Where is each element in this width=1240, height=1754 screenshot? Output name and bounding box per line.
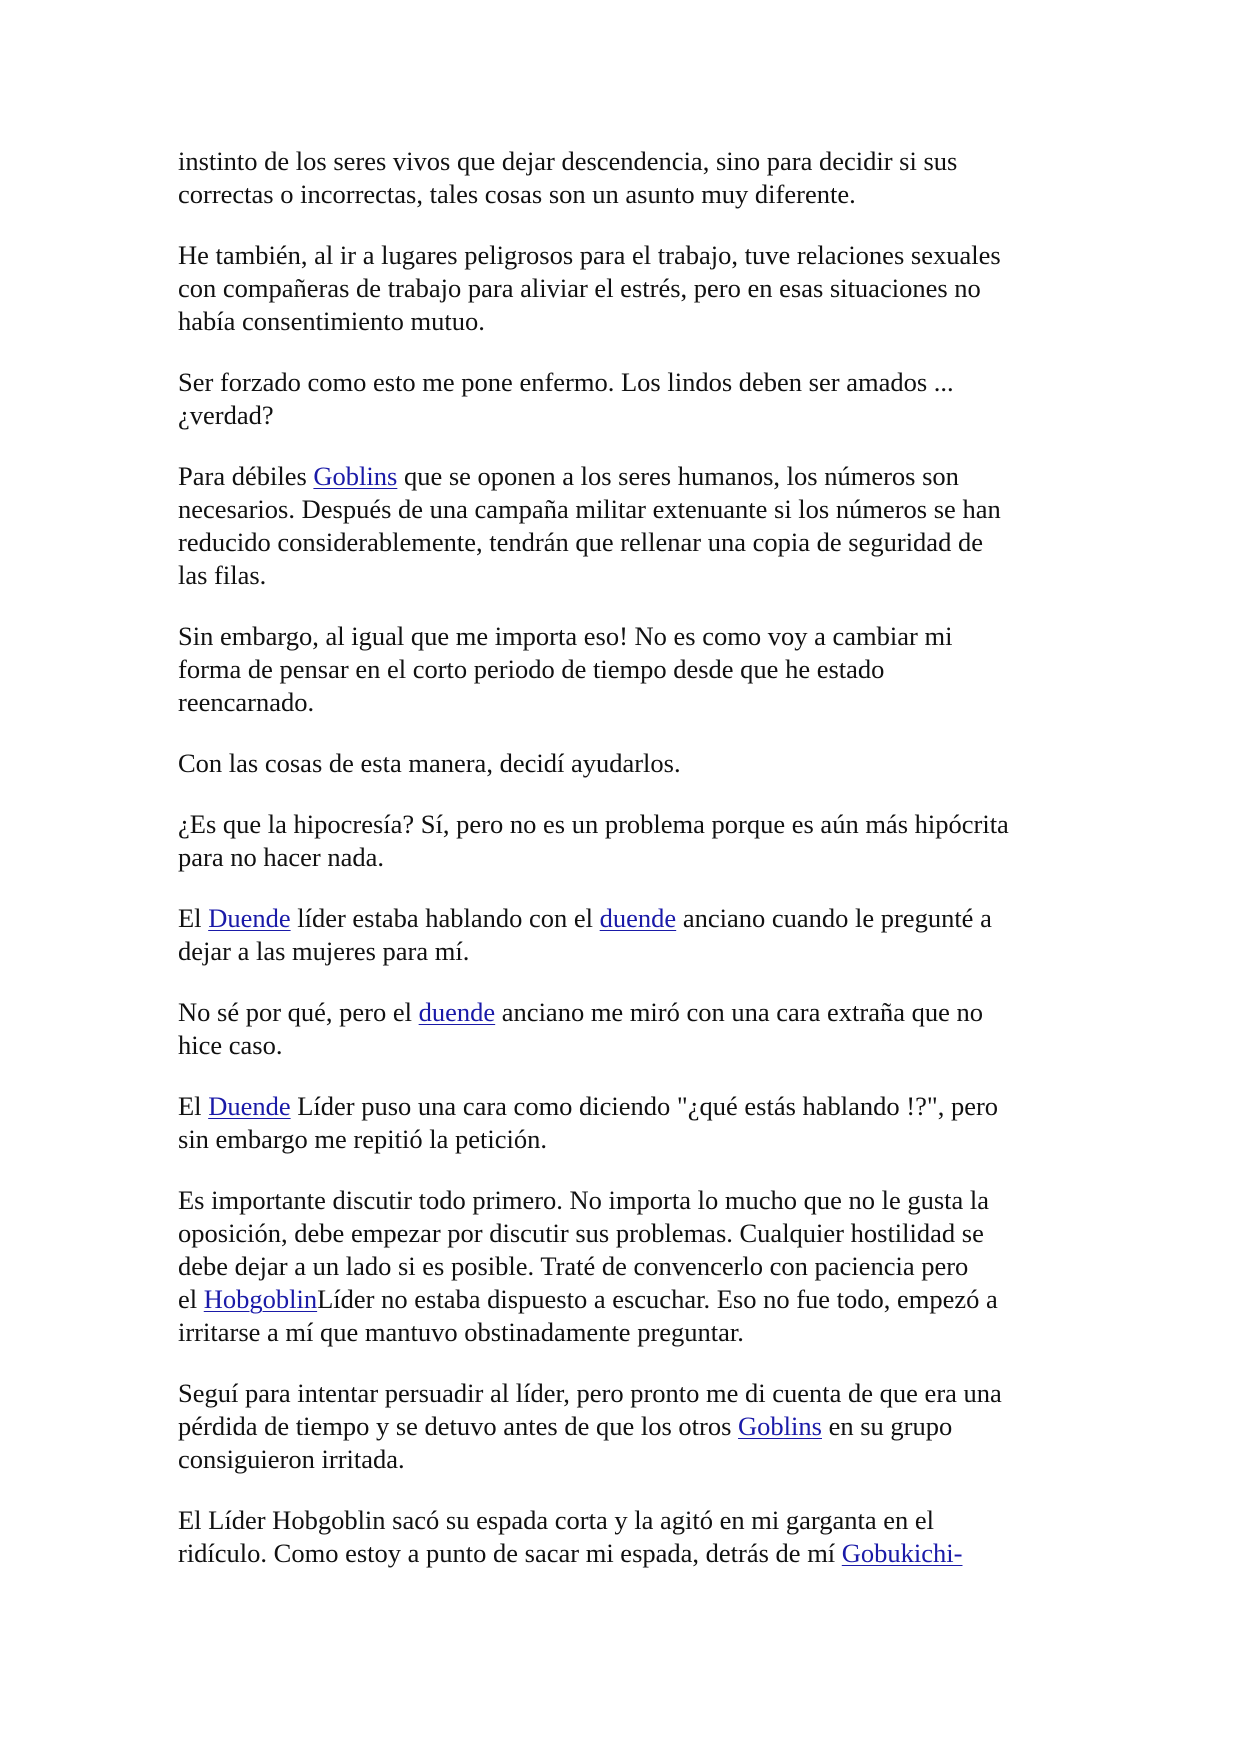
term-link[interactable]: Duende bbox=[208, 1091, 291, 1121]
text-segment: instinto de los seres vivos que dejar descendencia, sino para decidir si sus bbox=[178, 146, 958, 176]
document-page bbox=[178, 145, 1078, 1598]
text-segment: anciano cuando le pregunté a bbox=[676, 903, 992, 933]
text-line bbox=[178, 747, 1078, 780]
text-segment: consiguieron irritada. bbox=[178, 1444, 405, 1474]
text-line bbox=[178, 1250, 1078, 1283]
paragraph bbox=[178, 808, 1078, 874]
paragraph bbox=[178, 902, 1078, 968]
paragraph bbox=[178, 747, 1078, 780]
text-segment: líder estaba hablando con el bbox=[290, 903, 600, 933]
text-segment: para no hacer nada. bbox=[178, 842, 384, 872]
text-segment: había consentimiento mutuo. bbox=[178, 306, 485, 336]
text-segment: necesarios. Después de una campaña militar extenuante si los números se han bbox=[178, 494, 1001, 524]
text-line bbox=[178, 460, 1078, 493]
text-line bbox=[178, 239, 1078, 272]
text-line bbox=[178, 996, 1078, 1029]
paragraph bbox=[178, 145, 1078, 211]
paragraph bbox=[178, 1090, 1078, 1156]
text-line bbox=[178, 559, 1078, 592]
paragraph bbox=[178, 1504, 1078, 1570]
text-line bbox=[178, 620, 1078, 653]
text-segment: las filas. bbox=[178, 560, 267, 590]
text-line bbox=[178, 841, 1078, 874]
text-segment: en su grupo bbox=[821, 1411, 953, 1441]
text-segment: El bbox=[178, 903, 209, 933]
text-segment: ridículo. Como estoy a punto de sacar mi espada, detrás de mí bbox=[178, 1538, 842, 1568]
text-line bbox=[178, 145, 1078, 178]
text-line bbox=[178, 399, 1078, 432]
text-line bbox=[178, 1090, 1078, 1123]
text-segment: ¿Es que la hipocresía? Sí, pero no es un problema porque es aún más hipócrita bbox=[178, 809, 1009, 839]
text-line bbox=[178, 366, 1078, 399]
text-segment: forma de pensar en el corto periodo de tiempo desde que he estado bbox=[178, 654, 885, 684]
text-segment: Para débiles bbox=[178, 461, 314, 491]
term-link[interactable]: duende bbox=[599, 903, 677, 933]
text-segment: ¿verdad? bbox=[178, 400, 274, 430]
paragraph bbox=[178, 1377, 1078, 1476]
text-segment: No sé por qué, pero el bbox=[178, 997, 419, 1027]
text-segment: Líder puso una cara como diciendo "¿qué estás hablando !?", pero bbox=[290, 1091, 999, 1121]
text-segment: Líder no estaba dispuesto a escuchar. Eso no fue todo, empezó a bbox=[317, 1284, 998, 1314]
text-segment: oposición, debe empezar por discutir sus problemas. Cualquier hostilidad se bbox=[178, 1218, 984, 1248]
text-line bbox=[178, 305, 1078, 338]
text-line bbox=[178, 178, 1078, 211]
text-segment: el bbox=[178, 1284, 204, 1314]
term-link[interactable]: Goblins bbox=[313, 461, 398, 491]
paragraph bbox=[178, 460, 1078, 592]
text-line bbox=[178, 1123, 1078, 1156]
text-line bbox=[178, 935, 1078, 968]
text-line bbox=[178, 902, 1078, 935]
paragraph bbox=[178, 1184, 1078, 1349]
text-segment: Ser forzado como esto me pone enfermo. Los lindos deben ser amados ... bbox=[178, 367, 954, 397]
text-line bbox=[178, 1377, 1078, 1410]
text-line bbox=[178, 1184, 1078, 1217]
text-segment: Es importante discutir todo primero. No importa lo mucho que no le gusta la bbox=[178, 1185, 990, 1215]
text-segment: He también, al ir a lugares peligrosos para el trabajo, tuve relaciones sexuales bbox=[178, 240, 1001, 270]
text-segment: con compañeras de trabajo para aliviar el estrés, pero en esas situaciones no bbox=[178, 273, 981, 303]
text-segment: Seguí para intentar persuadir al líder, pero pronto me di cuenta de que era una bbox=[178, 1378, 1002, 1408]
text-segment: correctas o incorrectas, tales cosas son un asunto muy diferente. bbox=[178, 179, 856, 209]
text-line bbox=[178, 808, 1078, 841]
text-segment: hice caso. bbox=[178, 1030, 283, 1060]
term-link[interactable]: Duende bbox=[208, 903, 291, 933]
text-segment: anciano me miró con una cara extraña que no bbox=[495, 997, 983, 1027]
text-segment: pérdida de tiempo y se detuvo antes de que los otros bbox=[178, 1411, 739, 1441]
text-line bbox=[178, 1316, 1078, 1349]
text-segment: dejar a las mujeres para mí. bbox=[178, 936, 470, 966]
text-line bbox=[178, 1029, 1078, 1062]
text-segment: Sin embargo, al igual que me importa eso! No es como voy a cambiar mi bbox=[178, 621, 953, 651]
text-line bbox=[178, 653, 1078, 686]
text-line bbox=[178, 1504, 1078, 1537]
text-line bbox=[178, 1537, 1078, 1570]
term-link[interactable]: duende bbox=[418, 997, 496, 1027]
text-line bbox=[178, 1410, 1078, 1443]
text-line bbox=[178, 493, 1078, 526]
term-link[interactable]: Goblins bbox=[738, 1411, 822, 1441]
paragraph bbox=[178, 996, 1078, 1062]
text-segment: sin embargo me repitió la petición. bbox=[178, 1124, 547, 1154]
text-segment: El bbox=[178, 1091, 209, 1121]
paragraph bbox=[178, 239, 1078, 338]
term-link[interactable]: Hobgoblin bbox=[203, 1284, 318, 1314]
text-line bbox=[178, 272, 1078, 305]
text-segment: irritarse a mí que mantuvo obstinadamente preguntar. bbox=[178, 1317, 744, 1347]
text-line bbox=[178, 686, 1078, 719]
text-segment: Con las cosas de esta manera, decidí ayudarlos. bbox=[178, 748, 681, 778]
text-line bbox=[178, 1283, 1078, 1316]
text-line bbox=[178, 1217, 1078, 1250]
paragraph bbox=[178, 366, 1078, 432]
text-segment: reducido considerablemente, tendrán que rellenar una copia de seguridad de bbox=[178, 527, 983, 557]
text-line bbox=[178, 1443, 1078, 1476]
text-segment: que se oponen a los seres humanos, los números son bbox=[397, 461, 959, 491]
term-link[interactable]: Gobukichi- bbox=[841, 1538, 963, 1568]
paragraph bbox=[178, 620, 1078, 719]
text-segment: El Líder Hobgoblin sacó su espada corta y la agitó en mi garganta en el bbox=[178, 1505, 934, 1535]
text-segment: debe dejar a un lado si es posible. Traté de convencerlo con paciencia pero bbox=[178, 1251, 969, 1281]
text-line bbox=[178, 526, 1078, 559]
text-segment: reencarnado. bbox=[178, 687, 315, 717]
